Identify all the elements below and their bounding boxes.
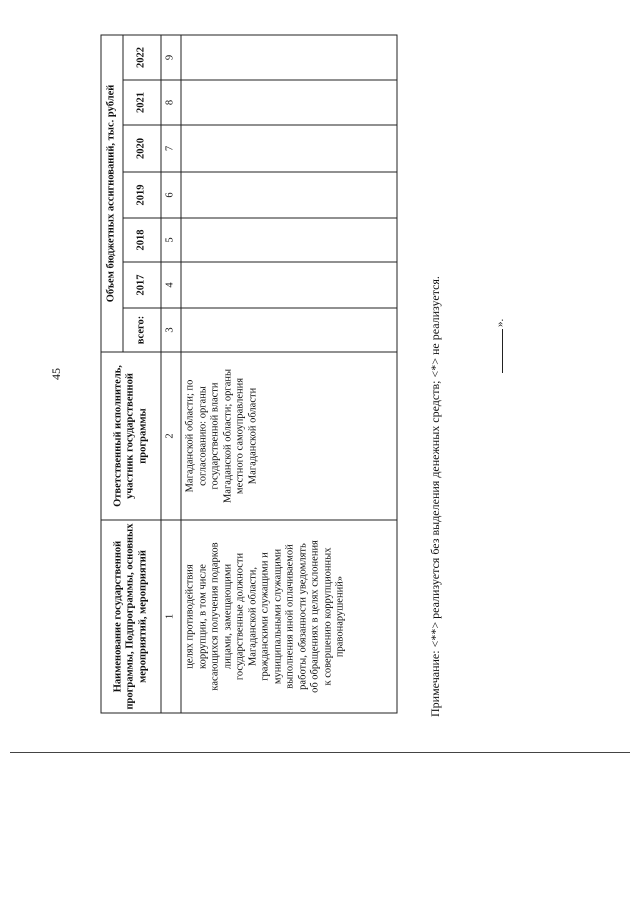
- cell-year: [181, 80, 397, 125]
- header-year: 2020: [123, 125, 161, 172]
- end-quote: ».: [494, 318, 506, 327]
- column-number: 8: [161, 80, 181, 125]
- header-year: 2022: [123, 34, 161, 79]
- header-year: 2018: [123, 218, 161, 262]
- header-program-name: Наименование государственной программы, Подпрограммы, основных мероприятий, мероприятий: [101, 520, 161, 713]
- header-total: всего:: [123, 308, 161, 352]
- cell-executor: Магаданской области; по согласованию: органы государственной власти Магаданской области; органы местного самоуправления Магаданской области: [181, 352, 397, 520]
- column-number: 7: [161, 125, 181, 172]
- table-row: [181, 34, 397, 712]
- cell-year: [181, 262, 397, 308]
- end-mark: [493, 313, 507, 373]
- underline: [493, 329, 503, 373]
- page-number: 45: [49, 368, 63, 380]
- budget-table-container: [100, 35, 397, 713]
- cell-program-name: целях противодействия коррупции, в том числе касающихся получения подарков лицами, замещающими государственные должности Магаданской области, гражданскими служащими и муниципальными служащими выполнения иной оплачиваемой работы, обязанности уведомлять об обращениях в целях склонения к совершению коррупционных правонарушений»: [181, 520, 397, 713]
- page-divider: [10, 752, 630, 753]
- column-number: 5: [161, 218, 181, 262]
- column-number: 3: [161, 308, 181, 352]
- column-number: 6: [161, 172, 181, 218]
- footnote: Примечание: <**> реализуется без выделения денежных средств; <*> не реализуется.: [428, 276, 442, 717]
- cell-year: [181, 34, 397, 79]
- cell-year: [181, 125, 397, 172]
- cell-total: [181, 308, 397, 352]
- column-number: 4: [161, 262, 181, 308]
- header-budget-group: Объем бюджетных ассигнований, тыс. рублей: [101, 34, 123, 351]
- cell-year: [181, 172, 397, 218]
- column-number: 1: [161, 520, 181, 713]
- header-year: 2021: [123, 80, 161, 125]
- column-number: 2: [161, 352, 181, 520]
- column-number: 9: [161, 34, 181, 79]
- cell-year: [181, 218, 397, 262]
- budget-table: [100, 34, 397, 713]
- header-executor: Ответственный исполнитель, участник государственной программы: [101, 352, 161, 520]
- header-year: 2017: [123, 262, 161, 308]
- column-number-row: [161, 34, 181, 712]
- header-year: 2019: [123, 172, 161, 218]
